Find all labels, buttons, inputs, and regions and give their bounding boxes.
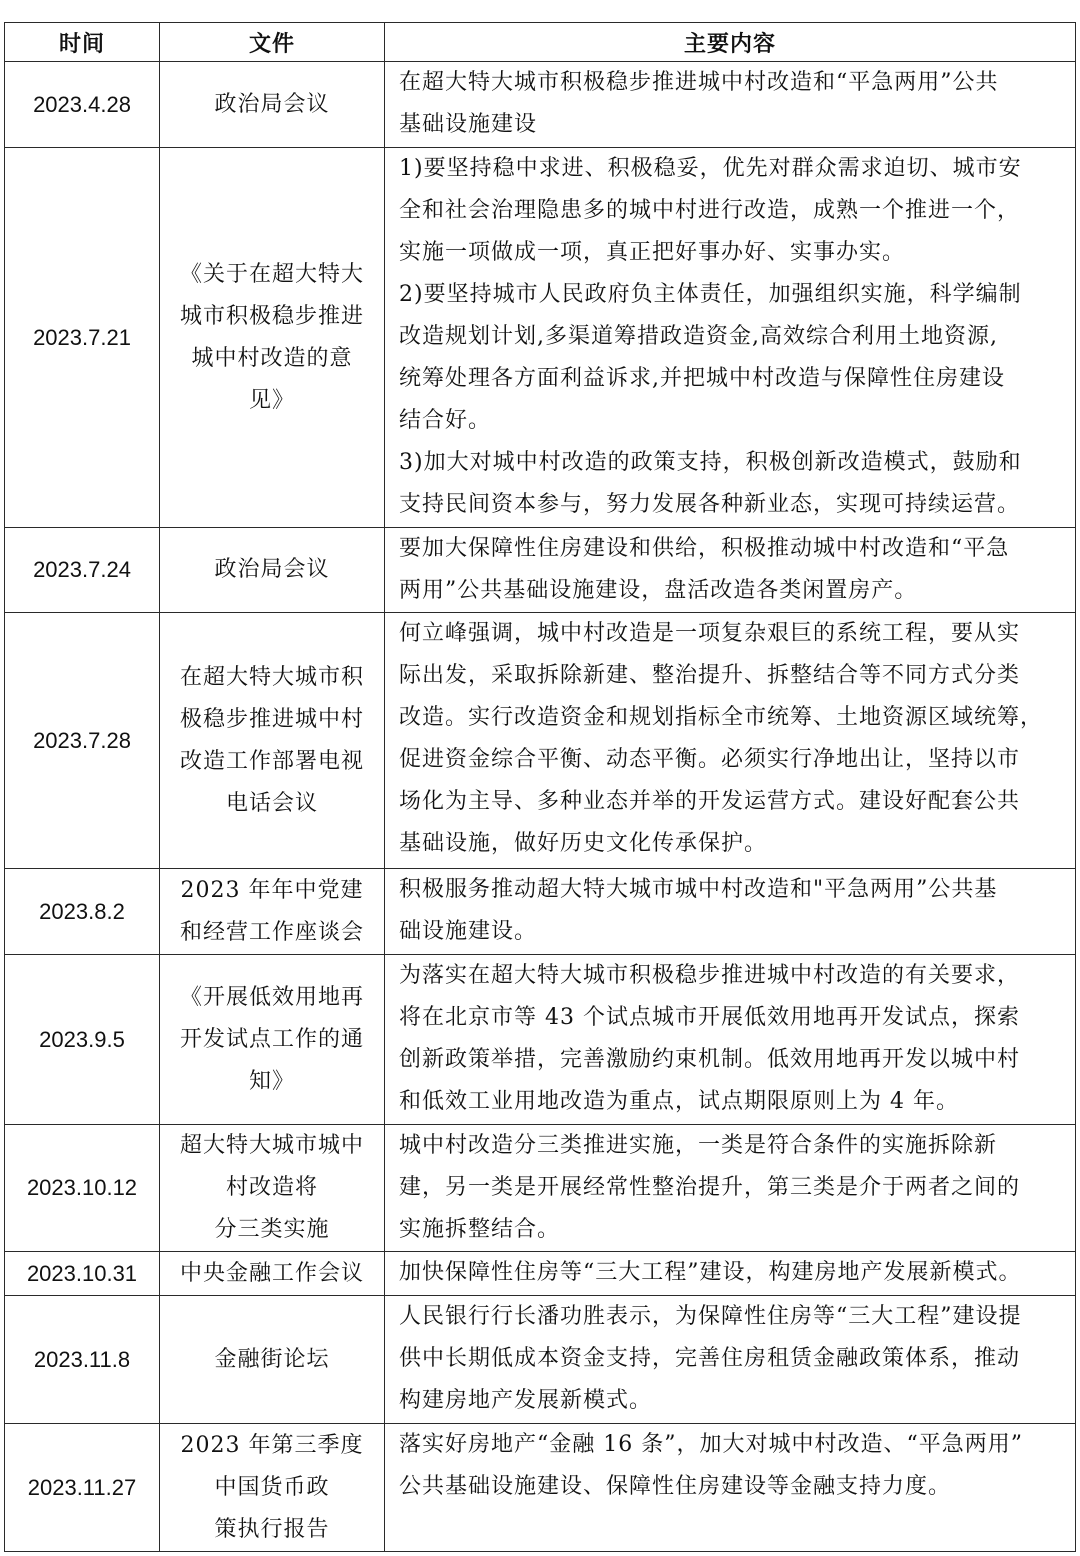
content-paragraph xyxy=(399,1296,1067,1422)
content-line: 为落实在超大特大城市积极稳步推进城中村改造的有关要求， xyxy=(399,963,1021,988)
table-row xyxy=(5,528,1076,613)
row-content xyxy=(385,869,1076,955)
content-paragraph xyxy=(399,62,1067,146)
table-row xyxy=(5,955,1076,1125)
table-row xyxy=(5,1125,1076,1252)
document-line: 电话会议 xyxy=(225,790,318,816)
document-line: 村改造将 xyxy=(225,1175,318,1200)
document-line: 城中村改造的意 xyxy=(191,345,353,371)
row-date: 2023.11.8 xyxy=(5,1296,160,1424)
document-line: 在超大特大城市积 xyxy=(179,664,364,690)
content-paragraph xyxy=(399,869,1067,953)
content-line: 人民银行行长潘功胜表示，为保障性住房等“三大工程”建设提 xyxy=(399,1304,1022,1329)
row-content xyxy=(385,62,1076,148)
content-line: 落实好房地产“金融 16 条”，加大对城中村改造、“平急两用” xyxy=(399,1432,1023,1457)
row-document xyxy=(160,613,385,869)
row-date: 2023.10.31 xyxy=(5,1252,160,1296)
content-line: 在超大特大城市积极稳步推进城中村改造和“平急两用”公共 xyxy=(399,70,999,95)
document-line: 金融街论坛 xyxy=(214,1346,330,1372)
content-paragraph xyxy=(399,613,1067,865)
table-row xyxy=(5,613,1076,869)
document-line: 知》 xyxy=(248,1068,295,1094)
content-line: 础设施建设。 xyxy=(399,919,538,944)
document-line: 超大特大城市城中 xyxy=(179,1133,364,1158)
row-date: 2023.7.24 xyxy=(5,528,160,613)
document-line: 《开展低效用地再 xyxy=(179,984,364,1010)
document-line: 见》 xyxy=(248,387,295,413)
content-line: 支持民间资本参与，努力发展各种新业态，实现可持续运营。 xyxy=(399,492,1021,517)
table-row xyxy=(5,1252,1076,1296)
row-date: 2023.7.21 xyxy=(5,148,160,528)
content-line: 城中村改造分三类推进实施，一类是符合条件的实施拆除新 xyxy=(399,1133,998,1158)
table-row xyxy=(5,1424,1076,1552)
table-header-row xyxy=(5,23,1076,62)
row-content xyxy=(385,955,1076,1125)
content-paragraph xyxy=(399,1125,1067,1251)
content-line: 公共基础设施建设、保障性住房建设等金融支持力度。 xyxy=(399,1474,952,1499)
row-document xyxy=(160,528,385,613)
content-line: 基础设施建设 xyxy=(399,112,538,137)
row-content xyxy=(385,1252,1076,1296)
document-line: 开发试点工作的通 xyxy=(179,1026,364,1052)
row-date: 2023.7.28 xyxy=(5,613,160,869)
document-line: 分三类实施 xyxy=(214,1217,330,1242)
row-date: 2023.11.27 xyxy=(5,1424,160,1552)
document-line: 极稳步推进城中村 xyxy=(179,706,364,732)
document-line: 和经营工作座谈会 xyxy=(179,919,364,945)
content-line: 统筹处理各方面利益诉求,并把城中村改造与保障性住房建设 xyxy=(399,366,1005,391)
content-line: 创新政策举措，完善激励约束机制。低效用地再开发以城中村 xyxy=(399,1047,1021,1072)
content-paragraph xyxy=(399,148,1067,274)
row-document xyxy=(160,869,385,955)
content-line: 基础设施，做好历史文化传承保护。 xyxy=(399,831,768,856)
table-row xyxy=(5,1296,1076,1424)
table-row xyxy=(5,148,1076,528)
content-line: 1)要坚持稳中求进、积极稳妥，优先对群众需求迫切、城市安 xyxy=(399,156,1022,181)
row-content xyxy=(385,1424,1076,1552)
row-document xyxy=(160,955,385,1125)
content-line: 场化为主导、多种业态并举的开发运营方式。建设好配套公共 xyxy=(399,789,1021,814)
row-document xyxy=(160,1252,385,1296)
header-content: 主要内容 xyxy=(385,23,1076,62)
row-date: 2023.4.28 xyxy=(5,62,160,148)
content-line: 改造规划计划,多渠道筹措政造资金,高效综合利用土地资源, xyxy=(399,324,998,349)
content-paragraph xyxy=(399,1424,1067,1508)
row-document xyxy=(160,1125,385,1252)
content-line: 和低效工业用地改造为重点，试点期限原则上为 4 年。 xyxy=(399,1089,959,1114)
document-line: 政治局会议 xyxy=(214,557,330,582)
table-row xyxy=(5,869,1076,955)
row-document xyxy=(160,62,385,148)
content-line: 促进资金综合平衡、动态平衡。必须实行净地出让，坚持以市 xyxy=(399,747,1021,772)
row-content xyxy=(385,1296,1076,1424)
row-date: 2023.9.5 xyxy=(5,955,160,1125)
document-line: 政治局会议 xyxy=(214,91,330,117)
table-body xyxy=(5,62,1076,1552)
content-line: 实施拆整结合。 xyxy=(399,1217,561,1242)
row-date: 2023.10.12 xyxy=(5,1125,160,1252)
content-paragraph xyxy=(399,274,1067,442)
content-paragraph xyxy=(399,442,1067,526)
content-line: 两用”公共基础设施建设，盘活改造各类闲置房产。 xyxy=(399,578,918,603)
row-document xyxy=(160,148,385,528)
content-line: 要加大保障性住房建设和供给，积极推动城中村改造和“平急 xyxy=(399,536,1010,561)
document-line: 《关于在超大特大 xyxy=(179,261,364,287)
document-line: 2023 年年中党建 xyxy=(180,877,364,903)
row-content xyxy=(385,148,1076,528)
row-date: 2023.8.2 xyxy=(5,869,160,955)
content-line: 供中长期低成本资金支持，完善住房租赁金融政策体系，推动 xyxy=(399,1346,1021,1371)
document-line: 2023 年第三季度 xyxy=(180,1432,364,1458)
document-line: 改造工作部署电视 xyxy=(179,748,364,774)
document-line: 中国货币政 xyxy=(214,1474,330,1500)
content-paragraph xyxy=(399,1252,1067,1294)
row-content xyxy=(385,613,1076,869)
policy-timeline-table xyxy=(4,22,1076,1552)
header-document: 文件 xyxy=(160,23,385,62)
content-paragraph xyxy=(399,528,1067,612)
content-line: 全和社会治理隐患多的城中村进行改造，成熟一个推进一个， xyxy=(399,198,1021,223)
row-document xyxy=(160,1424,385,1552)
content-line: 结合好。 xyxy=(399,408,492,433)
row-content xyxy=(385,1125,1076,1252)
content-line: 改造。实行改造资金和规划指标全市统筹、土地资源区域统筹， xyxy=(399,705,1044,730)
row-document xyxy=(160,1296,385,1424)
content-line: 何立峰强调，城中村改造是一项复杂艰巨的系统工程，要从实 xyxy=(399,621,1021,646)
content-line: 2)要坚持城市人民政府负主体责任，加强组织实施，科学编制 xyxy=(399,282,1022,307)
content-line: 3)加大对城中村改造的政策支持，积极创新改造模式，鼓励和 xyxy=(399,450,1022,475)
content-line: 加快保障性住房等“三大工程”建设，构建房地产发展新模式。 xyxy=(399,1260,1022,1285)
content-paragraph xyxy=(399,955,1067,1123)
content-line: 积极服务推动超大特大城市城中村改造和"平急两用”公共基 xyxy=(399,877,998,902)
content-line: 构建房地产发展新模式。 xyxy=(399,1388,653,1413)
content-line: 将在北京市等 43 个试点城市开展低效用地再开发试点，探索 xyxy=(399,1005,1020,1030)
document-line: 城市积极稳步推进 xyxy=(179,303,364,329)
content-line: 际出发，采取拆除新建、整治提升、拆整结合等不同方式分类 xyxy=(399,663,1021,688)
content-line: 实施一项做成一项，真正把好事办好、实事办实。 xyxy=(399,240,906,265)
content-line: 建，另一类是开展经常性整治提升，第三类是介于两者之间的 xyxy=(399,1175,1021,1200)
row-content xyxy=(385,528,1076,613)
header-time: 时间 xyxy=(5,23,160,62)
document-line: 中央金融工作会议 xyxy=(179,1260,364,1286)
document-line: 策执行报告 xyxy=(214,1516,330,1542)
table-row xyxy=(5,62,1076,148)
